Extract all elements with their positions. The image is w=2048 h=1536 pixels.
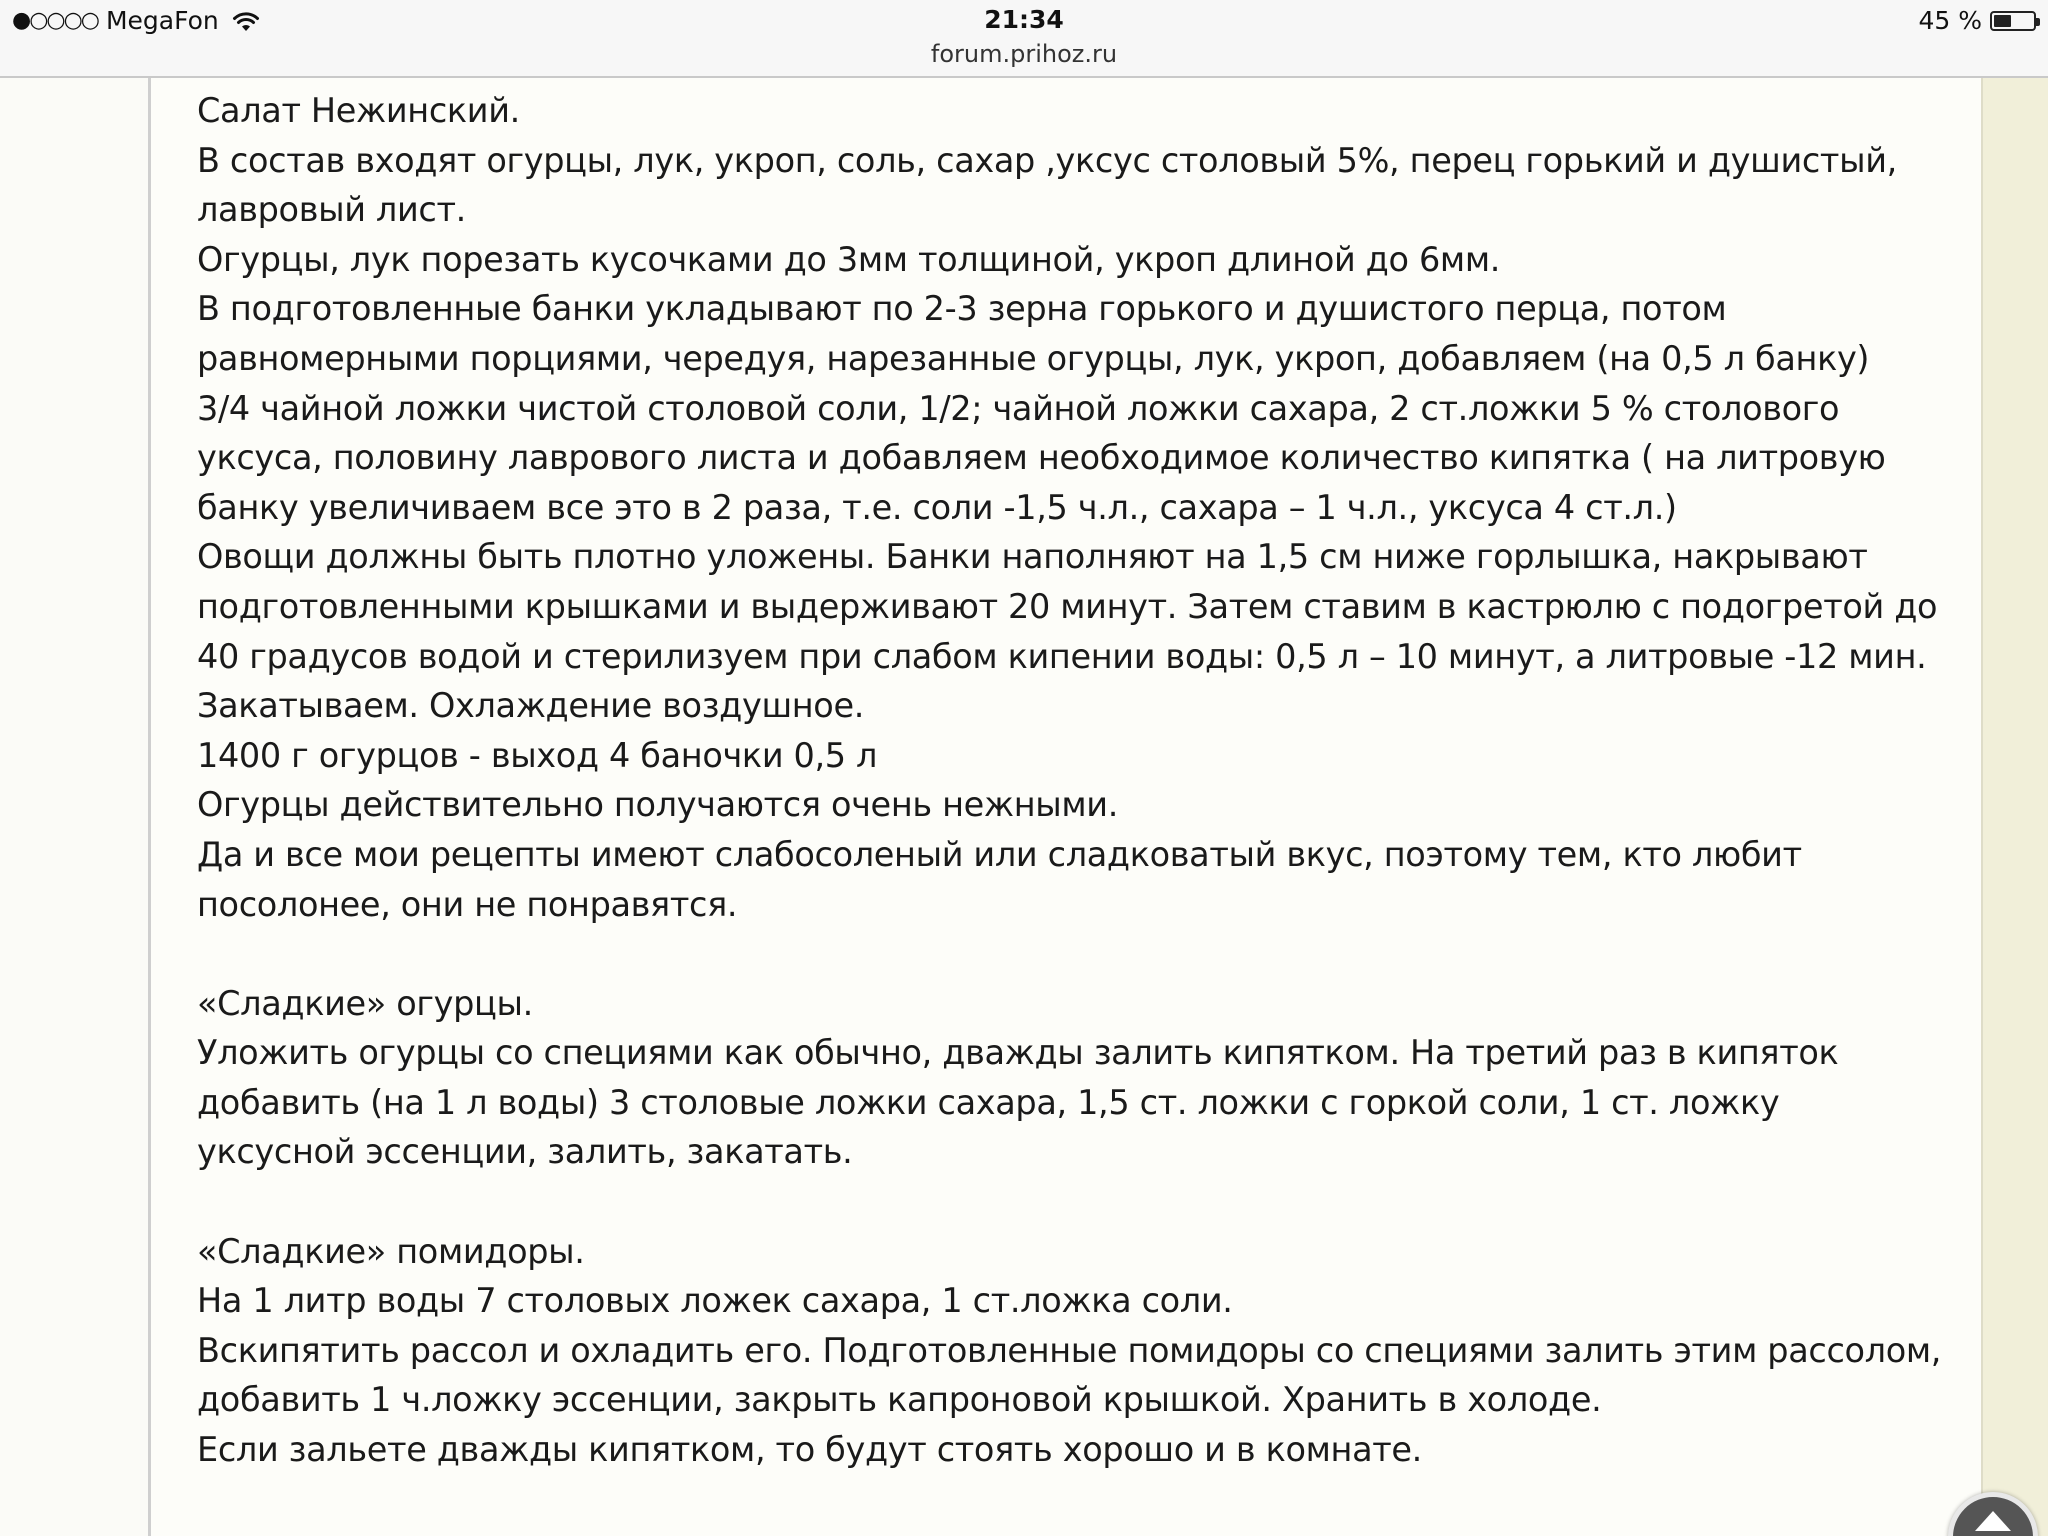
post-line: Да и все мои рецепты имеют слабосоленый или сладковатый вкус, поэтому тем, кто любит <box>197 834 1802 874</box>
battery-nub <box>2036 18 2040 26</box>
post-line: 3/4 чайной ложки чистой столовой соли, 1/2; чайной ложки сахара, 2 ст.ложки 5 % столового <box>197 388 1840 428</box>
post-line: уксуса, половину лаврового листа и добавляем необходимое количество кипятка ( на литровую <box>197 438 1886 478</box>
signal-strength-icon: ●○○○○ <box>12 8 98 33</box>
address-bar-url[interactable]: forum.prihoz.ru <box>930 40 1118 68</box>
status-bar <box>0 0 2048 78</box>
post-line: подготовленными крышками и выдерживают 20 минут. Затем ставим в кастрюлю с подогретой до <box>197 586 1938 626</box>
post-line: добавить 1 ч.ложку эссенции, закрыть капроновой крышкой. Хранить в холоде. <box>197 1380 1602 1420</box>
post-text <box>197 86 1977 1475</box>
post-line: Если зальете дважды кипятком, то будут стоять хорошо и в комнате. <box>197 1430 1422 1470</box>
post-line: В состав входят огурцы, лук, укроп, соль, сахар ,уксус столовый 5%, перец горький и душистый, <box>197 140 1897 180</box>
post-line: 40 градусов водой и стерилизуем при слабом кипении воды: 0,5 л – 10 минут, а литровые -12 мин. <box>197 636 1927 676</box>
post-line: 1400 г огурцов - выход 4 баночки 0,5 л <box>197 735 878 775</box>
post-line: Овощи должны быть плотно уложены. Банки наполняют на 1,5 см ниже горлышка, накрывают <box>197 537 1868 577</box>
post-line: равномерными порциями, чередуя, нарезанные огурцы, лук, укроп, добавляем (на 0,5 л банку) <box>197 338 1870 378</box>
post-line: Уложить огурцы со специями как обычно, дважды залить кипятком. На третий раз в кипяток <box>197 1033 1839 1073</box>
post-line: лавровый лист. <box>197 190 466 230</box>
right-sidebar <box>1981 78 2048 1536</box>
post-line: На 1 литр воды 7 столовых ложек сахара, 1 ст.ложка соли. <box>197 1281 1233 1321</box>
battery-percentage: 45 % <box>1918 6 1982 35</box>
post-line: «Сладкие» огурцы. <box>197 983 533 1023</box>
post-line: добавить (на 1 л воды) 3 столовые ложки сахара, 1,5 ст. ложки с горкой соли, 1 ст. ложку <box>197 1082 1780 1122</box>
post-line: Салат Нежинский. <box>197 91 520 130</box>
post-line: Вскипятить рассол и охладить его. Подготовленные помидоры со специями залить этим рассолом, <box>197 1330 1942 1370</box>
battery-fill <box>1994 15 2011 27</box>
blank-line <box>197 929 1977 979</box>
battery-icon <box>1990 11 2036 31</box>
arrow-up-icon <box>1975 1511 2011 1531</box>
post-line: Огурцы действительно получаются очень нежными. <box>197 785 1119 825</box>
post-line: уксусной эссенции, залить, закатать. <box>197 1132 853 1172</box>
status-time: 21:34 <box>984 5 1064 34</box>
post-line: Огурцы, лук порезать кусочками до 3мм толщиной, укроп длиной до 6мм. <box>197 239 1501 279</box>
post-line: В подготовленные банки укладывают по 2-3 зерна горького и душистого перца, потом <box>197 289 1727 329</box>
post-line: банку увеличиваем все это в 2 раза, т.е. соли -1,5 ч.л., сахара – 1 ч.л., уксуса 4 ст.л.) <box>197 487 1677 527</box>
post-line: «Сладкие» помидоры. <box>197 1231 585 1271</box>
blank-line <box>197 1177 1977 1227</box>
post-line: посолонее, они не понравятся. <box>197 884 738 924</box>
post-line: Закатываем. Охлаждение воздушное. <box>197 686 865 726</box>
status-right <box>1918 6 2036 35</box>
carrier-name: MegaFon <box>105 6 219 35</box>
left-gutter <box>0 78 148 1536</box>
